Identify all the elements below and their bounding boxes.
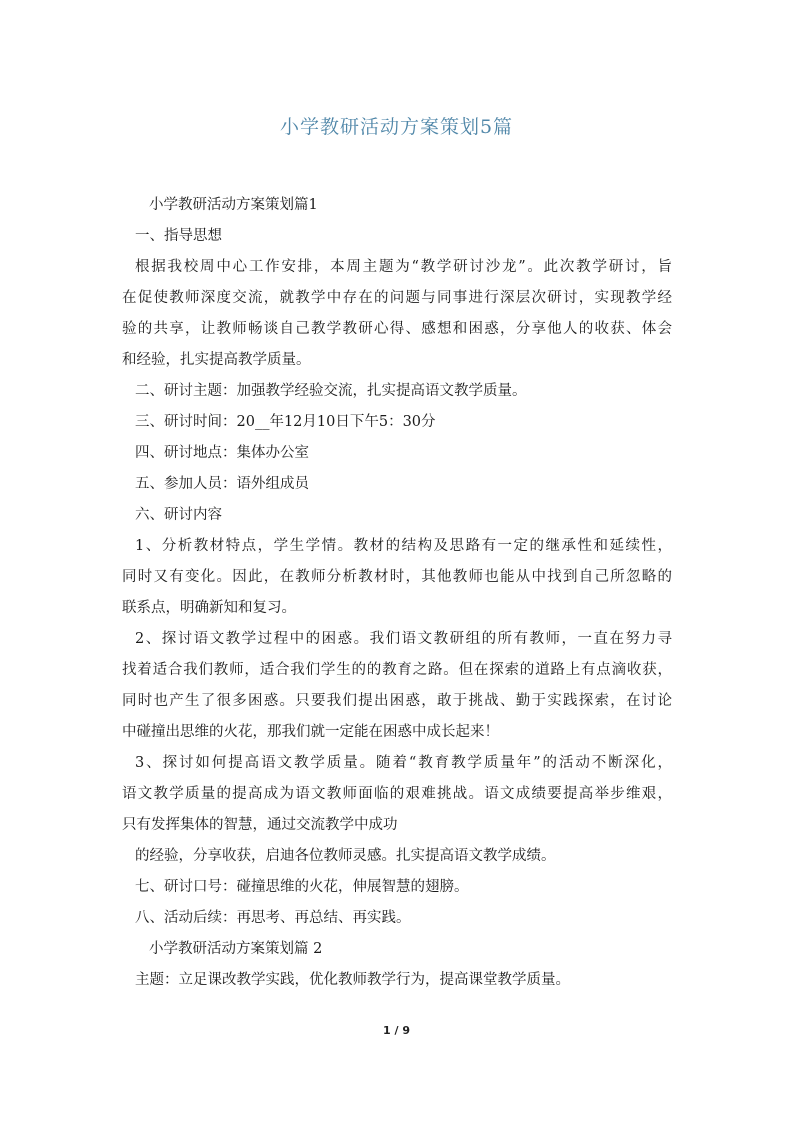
paragraph-line: 和经验，扎实提高教学质量。 <box>122 352 311 368</box>
paragraph-line: 的经验，分享收获，启迪各位教师灵感。扎实提高语文教学成绩。 <box>135 848 556 864</box>
paragraph-line: 七、研讨口号：碰撞思维的火花，伸展智慧的翅膀。 <box>135 879 469 895</box>
paragraph-line: 同时也产生了很多困惑。只要我们提出困惑，敢于挑战、勤于实践探索，在讨论 <box>122 693 672 709</box>
paragraph-line: 只有发挥集体的智慧，通过交流教学中成功 <box>122 817 398 833</box>
paragraph-line: 3、探讨如何提高语文教学质量。随着“教育教学质量年”的活动不断深化， <box>135 755 672 771</box>
paragraph-line: 中碰撞出思维的火花，那我们就一定能在困惑中成长起来！ <box>122 724 499 740</box>
section-heading: 小学教研活动方案策划篇 2 <box>149 941 323 957</box>
paragraph-line: 一、指导思想 <box>135 228 222 244</box>
paragraph-line: 八、活动后续：再思考、再总结、再实践。 <box>135 910 411 926</box>
paragraph-line: 根据我校周中心工作安排，本周主题为“教学研讨沙龙”。此次教学研讨，旨 <box>135 259 672 275</box>
paragraph-line: 五、参加人员：语外组成员 <box>135 476 309 492</box>
paragraph-line: 二、研讨主题：加强教学经验交流，扎实提高语文教学质量。 <box>135 383 527 399</box>
paragraph-line: 四、研讨地点：集体办公室 <box>135 445 309 461</box>
paragraph-line: 三、研讨时间：20__年12月10日下午5：30分 <box>135 414 436 430</box>
paragraph-line: 找着适合我们教师，适合我们学生的的教育之路。但在探索的道路上有点滴收获， <box>122 662 672 678</box>
paragraph-line: 六、研讨内容 <box>135 507 222 523</box>
section-heading: 小学教研活动方案策划篇1 <box>149 197 318 213</box>
document-title: 小学教研活动方案策划5篇 <box>279 116 514 138</box>
paragraph-line: 验的共享，让教师畅谈自己教学教研心得、感想和困惑，分享他人的收获、体会 <box>122 321 672 337</box>
paragraph-line: 语文教学质量的提高成为语文教师面临的艰难挑战。语文成绩要提高举步维艰， <box>122 786 672 802</box>
paragraph-line: 联系点，明确新知和复习。 <box>122 600 296 616</box>
page-number: 1 / 9 <box>383 1024 410 1037</box>
paragraph-line: 1、分析教材特点，学生学情。教材的结构及思路有一定的继承性和延续性， <box>135 538 672 554</box>
paragraph-line: 在促使教师深度交流，就教学中存在的问题与同事进行深层次研讨，实现教学经 <box>122 290 672 306</box>
paragraph-line: 主题：立足课改教学实践，优化教师教学行为，提高课堂教学质量。 <box>135 972 570 988</box>
paragraph-line: 同时又有变化。因此，在教师分析教材时，其他教师也能从中找到自己所忽略的 <box>122 569 672 585</box>
document-body <box>122 190 672 996</box>
paragraph-line: 2、探讨语文教学过程中的困惑。我们语文教研组的所有教师，一直在努力寻 <box>135 631 672 647</box>
